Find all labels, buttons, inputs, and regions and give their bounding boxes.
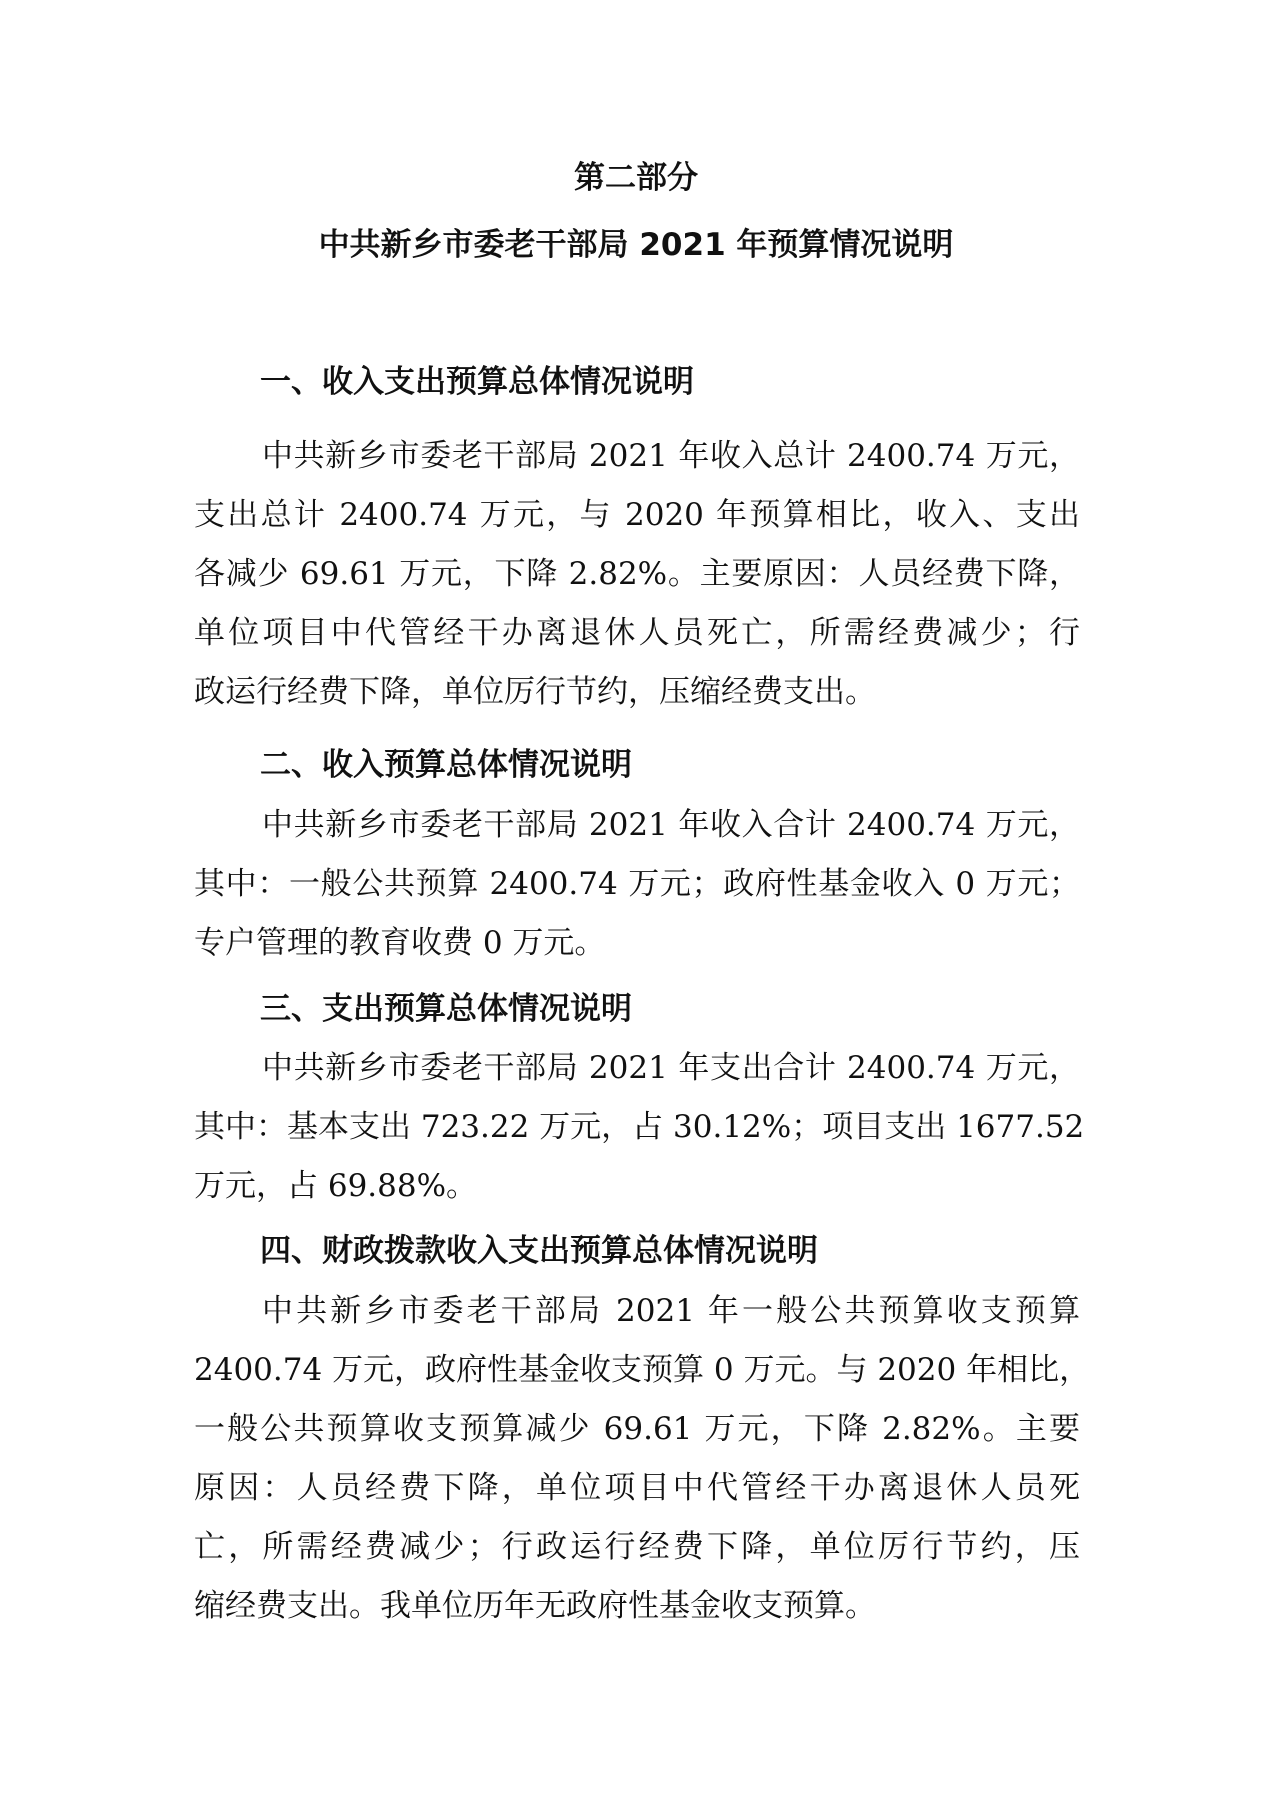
paragraph-line: 专户管理的教育收费 0 万元。 [194, 925, 606, 961]
section-heading-1: 一、收入支出预算总体情况说明 [260, 364, 694, 400]
paragraph-line: 一般公共预算收支预算减少 69.61 万元，下降 2.82%。主要 [194, 1411, 1080, 1447]
section-heading-2: 二、收入预算总体情况说明 [260, 747, 632, 783]
paragraph-line: 其中：基本支出 723.22 万元，占 30.12%；项目支出 1677.52 [194, 1109, 1085, 1145]
paragraph-line: 中共新乡市委老干部局 2021 年支出合计 2400.74 万元， [262, 1050, 1080, 1086]
paragraph-line: 支出总计 2400.74 万元，与 2020 年预算相比，收入、支出 [194, 497, 1080, 533]
paragraph-line: 缩经费支出。我单位历年无政府性基金收支预算。 [194, 1588, 876, 1624]
paragraph-line: 中共新乡市委老干部局 2021 年收入合计 2400.74 万元， [262, 807, 1080, 843]
part-title: 第二部分 [574, 160, 698, 196]
paragraph-line: 亡，所需经费减少；行政运行经费下降，单位厉行节约，压 [194, 1529, 1080, 1565]
paragraph-line: 中共新乡市委老干部局 2021 年一般公共预算收支预算 [262, 1293, 1080, 1329]
paragraph-line: 单位项目中代管经干办离退休人员死亡，所需经费减少；行 [194, 615, 1080, 651]
paragraph-line: 原因：人员经费下降，单位项目中代管经干办离退休人员死 [194, 1470, 1080, 1506]
main-title: 中共新乡市委老干部局 2021 年预算情况说明 [318, 227, 954, 263]
paragraph-line: 中共新乡市委老干部局 2021 年收入总计 2400.74 万元， [262, 438, 1080, 474]
paragraph-line: 万元，占 69.88%。 [194, 1168, 478, 1204]
section-heading-4: 四、财政拨款收入支出预算总体情况说明 [260, 1233, 818, 1269]
paragraph-line: 政运行经费下降，单位厉行节约，压缩经费支出。 [194, 674, 876, 710]
paragraph-line: 其中：一般公共预算 2400.74 万元；政府性基金收入 0 万元； [194, 866, 1080, 902]
paragraph-line: 2400.74 万元，政府性基金收支预算 0 万元。与 2020 年相比， [194, 1352, 1091, 1388]
section-heading-3: 三、支出预算总体情况说明 [260, 991, 632, 1027]
paragraph-line: 各减少 69.61 万元，下降 2.82%。主要原因：人员经费下降， [194, 556, 1080, 592]
